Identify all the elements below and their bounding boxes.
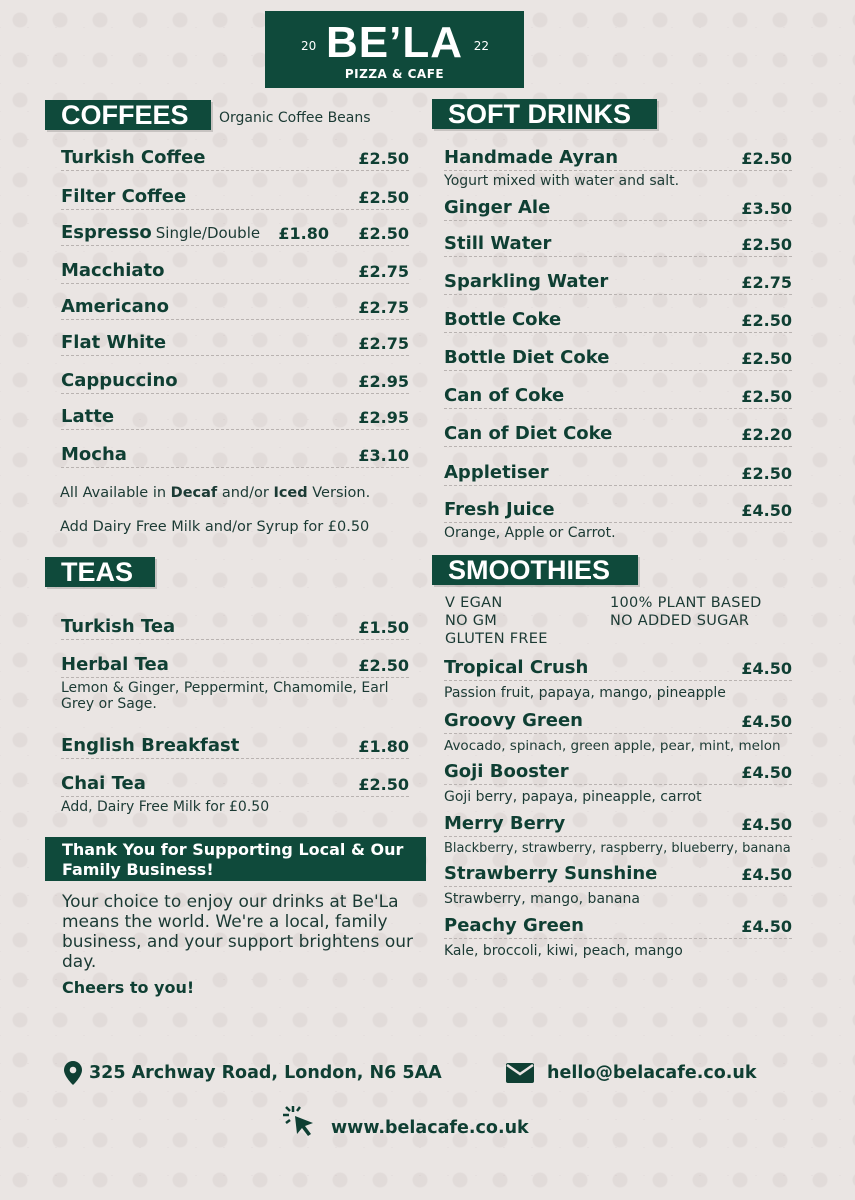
menu-item (444, 463, 792, 486)
item-name: English Breakfast (61, 735, 240, 756)
logo-name: BE’LA (326, 18, 463, 67)
menu-item (444, 234, 792, 257)
item-price: £2.50 (741, 235, 792, 254)
menu-item (61, 736, 409, 759)
item-name: Flat White (61, 332, 167, 353)
item-description: Lemon & Ginger, Peppermint, Chamomile, Earl Grey or Sage. (61, 680, 389, 712)
item-price: £2.75 (358, 298, 409, 317)
coffees-note-decaf (60, 485, 370, 501)
menu-item (444, 500, 792, 541)
item-name: Fresh Juice (444, 499, 555, 520)
item-name: Filter Coffee (61, 186, 187, 207)
menu-item (444, 148, 792, 189)
item-description: Blackberry, strawberry, raspberry, blueberry, banana (444, 841, 791, 856)
item-name: Macchiato (61, 260, 165, 281)
item-price-single: £1.80 (278, 224, 329, 243)
item-price: £2.50 (741, 387, 792, 406)
item-price: £4.50 (741, 815, 792, 834)
item-price: £2.50 (358, 149, 409, 168)
item-price: £2.50 (741, 149, 792, 168)
item-name: Mocha (61, 444, 127, 465)
menu-item (61, 187, 409, 210)
item-name: Can of Coke (444, 385, 565, 406)
item-name: Sparkling Water (444, 271, 609, 292)
item-price: £2.50 (741, 349, 792, 368)
website-link[interactable]: www.belacafe.co.uk (331, 1118, 529, 1138)
item-price: £4.50 (741, 917, 792, 936)
menu-item (61, 148, 409, 171)
item-price: £4.50 (741, 712, 792, 731)
item-price: £2.75 (741, 273, 792, 292)
coffees-note-milk: Add Dairy Free Milk and/or Syrup for £0.50 (60, 519, 370, 535)
coffees-subtitle: Organic Coffee Beans (219, 110, 371, 126)
item-price: £1.50 (358, 618, 409, 637)
item-name: Merry Berry (444, 813, 566, 834)
menu-item (444, 310, 792, 333)
coffees-header: COFFEES (45, 100, 211, 130)
item-name: Strawberry Sunshine (444, 863, 658, 884)
logo-year-left: 20 (301, 39, 317, 53)
item-name: Tropical Crush (444, 657, 589, 678)
menu-item (61, 371, 409, 394)
note-text: and/or (217, 485, 274, 501)
item-description: Avocado, spinach, green apple, pear, mint, melon (444, 738, 781, 754)
item-price: £2.75 (358, 262, 409, 281)
item-price: £4.50 (741, 865, 792, 884)
item-description: Yogurt mixed with water and salt. (444, 173, 680, 189)
item-size-note: Single/Double (155, 224, 261, 242)
item-price: £2.50 (358, 188, 409, 207)
item-price: £2.20 (741, 425, 792, 444)
item-price: £2.50 (741, 311, 792, 330)
menu-item (444, 814, 792, 857)
menu-item (444, 386, 792, 409)
note-iced: Iced (273, 485, 308, 501)
item-name: Still Water (444, 233, 552, 254)
menu-item (444, 916, 792, 959)
menu-item (61, 407, 409, 430)
item-name: Peachy Green (444, 915, 584, 936)
item-price: £2.50 (741, 464, 792, 483)
item-price: £3.50 (741, 199, 792, 218)
menu-item (61, 655, 409, 712)
menu-item (444, 272, 792, 295)
tag-plant-based: 100% PLANT BASED (610, 595, 762, 611)
item-name: Can of Diet Coke (444, 423, 613, 444)
item-name: Cappuccino (61, 370, 178, 391)
item-name: Latte (61, 406, 115, 427)
item-name: Bottle Diet Coke (444, 347, 610, 368)
item-price: £2.75 (358, 334, 409, 353)
item-name: Turkish Tea (61, 616, 176, 637)
logo (265, 11, 524, 88)
menu-item (444, 711, 792, 754)
item-name: Groovy Green (444, 710, 583, 731)
menu-item (444, 424, 792, 447)
note-text: All Available in (60, 485, 171, 501)
thank-you-text: Your choice to enjoy our drinks at Be'La means the world. We're a local, family business, and your support brightens our day. (62, 892, 413, 972)
item-price: £2.95 (358, 408, 409, 427)
item-price: £4.50 (741, 763, 792, 782)
note-decaf: Decaf (170, 485, 218, 501)
menu-item (444, 198, 792, 221)
cheers-text: Cheers to you! (62, 978, 195, 997)
item-price: £1.80 (358, 737, 409, 756)
menu-item (444, 864, 792, 907)
menu-item (61, 223, 409, 246)
item-description: Kale, broccoli, kiwi, peach, mango (444, 943, 683, 959)
item-name: Chai Tea (61, 773, 146, 794)
item-price: £2.50 (358, 224, 409, 243)
item-price: £4.50 (741, 501, 792, 520)
envelope-icon (506, 1063, 534, 1087)
menu-item (61, 333, 409, 356)
menu-item (61, 445, 409, 468)
item-name: Handmade Ayran (444, 147, 619, 168)
email-link[interactable]: hello@belacafe.co.uk (547, 1063, 757, 1083)
item-name: Turkish Coffee (61, 147, 206, 168)
item-name: Bottle Coke (444, 309, 562, 330)
item-name: Herbal Tea (61, 654, 169, 675)
item-name: Espresso (61, 222, 152, 243)
item-price: £2.50 (358, 656, 409, 675)
item-price: £2.50 (358, 775, 409, 794)
teas-header: TEAS (45, 557, 155, 587)
address-text: 325 Archway Road, London, N6 5AA (89, 1063, 442, 1083)
item-price: £2.95 (358, 372, 409, 391)
logo-tagline: PIZZA & CAFE (344, 67, 445, 81)
menu-item (61, 774, 409, 815)
smoothies-header: SMOOTHIES (432, 555, 638, 585)
tag-no-added-sugar: NO ADDED SUGAR (610, 613, 750, 629)
menu-item (444, 762, 792, 805)
note-text: Version. (307, 485, 371, 501)
item-description: Passion fruit, papaya, mango, pineapple (444, 685, 726, 701)
menu-item (444, 348, 792, 371)
menu-item (61, 297, 409, 320)
item-name: Americano (61, 296, 169, 317)
item-description: Orange, Apple or Carrot. (444, 525, 616, 541)
map-pin-icon (64, 1061, 82, 1089)
item-name: Ginger Ale (444, 197, 551, 218)
soft-drinks-header: SOFT DRINKS (432, 99, 657, 129)
item-description: Strawberry, mango, banana (444, 891, 640, 907)
item-description: Add, Dairy Free Milk for £0.50 (61, 799, 270, 815)
tag-vegan: V EGAN (445, 595, 503, 611)
menu-item (444, 658, 792, 701)
thank-you-banner: Thank You for Supporting Local & Our Family Business! (45, 837, 426, 881)
smoothie-tags-left (445, 594, 548, 648)
tag-gluten-free: GLUTEN FREE (445, 631, 548, 647)
item-price: £4.50 (741, 659, 792, 678)
item-name: Goji Booster (444, 761, 569, 782)
menu-item (61, 261, 409, 284)
item-price: £3.10 (358, 446, 409, 465)
menu-item (61, 617, 409, 640)
item-description: Goji berry, papaya, pineapple, carrot (444, 789, 702, 805)
smoothie-tags-right (610, 594, 762, 630)
item-name: Appletiser (444, 462, 549, 483)
tag-no-gm: NO GM (445, 613, 498, 629)
cursor-click-icon (283, 1104, 319, 1144)
logo-year-right: 22 (473, 39, 489, 53)
